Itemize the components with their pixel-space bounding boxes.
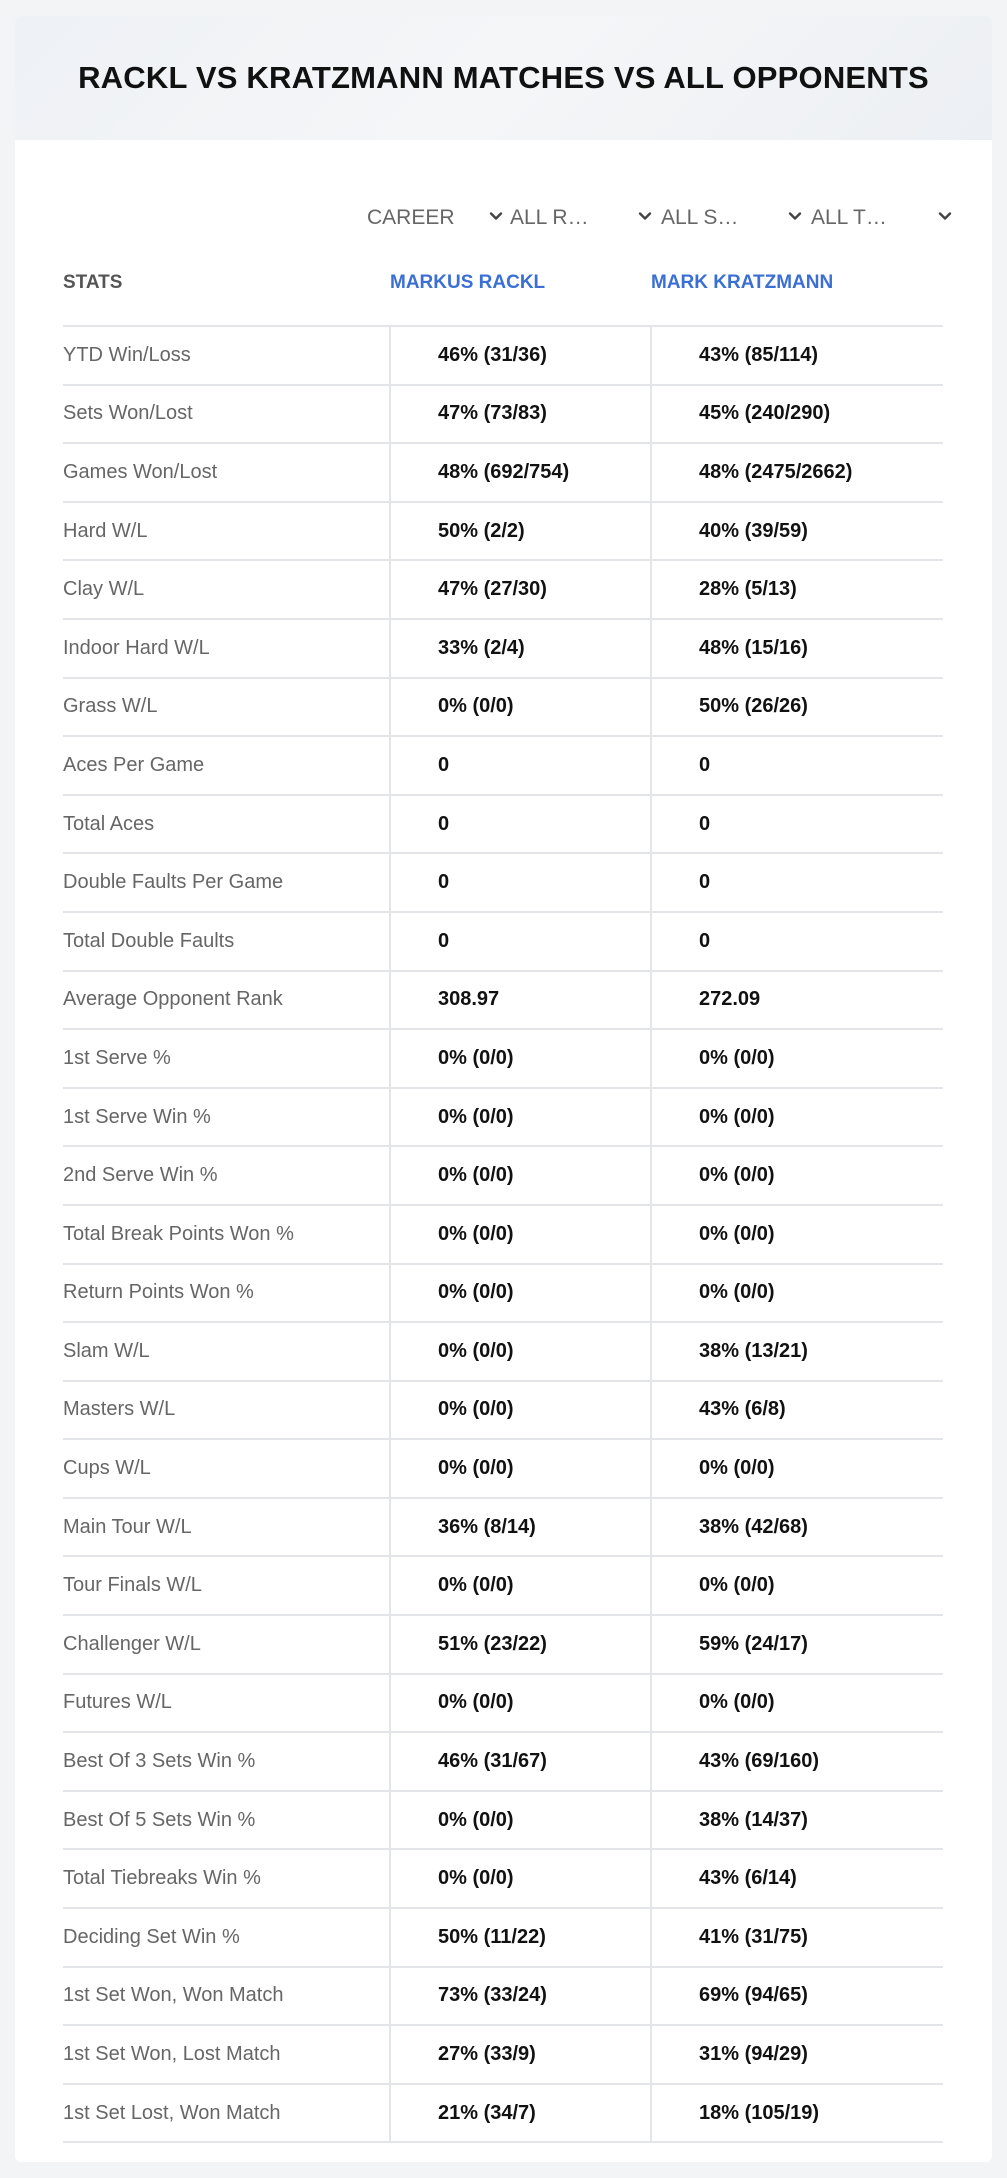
table-row [63,1675,943,1734]
player2-value: 38% (13/21) [650,1323,943,1380]
player2-value: 43% (69/160) [650,1733,943,1790]
table-row [63,1850,943,1909]
stat-label: Best Of 3 Sets Win % [63,1750,256,1773]
player1-value: 46% (31/67) [389,1733,650,1790]
stat-label: 1st Set Won, Lost Match [63,2043,281,2066]
table-row [63,620,943,679]
filter-bar [15,188,992,248]
player2-link[interactable]: MARK KRATZMANN [651,272,834,293]
stat-label: Best Of 5 Sets Win % [63,1808,256,1831]
player2-value: 0% (0/0) [650,1675,943,1732]
table-row [63,1440,943,1499]
chevron-down-icon [488,208,504,224]
filter-period-value: CAREER [367,206,455,229]
player1-value: 0% (0/0) [389,1206,650,1263]
table-row [63,972,943,1031]
player1-value: 51% (23/22) [389,1616,650,1673]
stat-label: Slam W/L [63,1339,150,1362]
filter-surface-value: ALL S… [661,206,739,229]
table-row [63,1733,943,1792]
player2-value: 50% (26/26) [650,679,943,736]
chevron-down-icon [937,208,953,224]
table-header [63,254,943,327]
player1-value: 50% (11/22) [389,1909,650,1966]
player2-value: 0% (0/0) [650,1206,943,1263]
player2-value: 48% (2475/2662) [650,444,943,501]
stat-label: 1st Set Lost, Won Match [63,2101,281,2124]
player1-value: 0 [389,796,650,853]
player1-value: 0% (0/0) [389,1675,650,1732]
chevron-down-icon [637,208,653,224]
filter-round[interactable] [510,188,653,248]
stat-label: Games Won/Lost [63,460,218,483]
stat-label: Main Tour W/L [63,1515,192,1538]
filter-surface[interactable] [661,188,803,248]
table-row [63,1382,943,1441]
stat-label: Total Aces [63,812,155,835]
stat-label: 1st Set Won, Won Match [63,1984,284,2007]
table-row [63,561,943,620]
player2-value: 48% (15/16) [650,620,943,677]
player1-value: 0% (0/0) [389,1147,650,1204]
player2-value: 41% (31/75) [650,1909,943,1966]
player2-value: 0 [650,854,943,911]
table-row [63,444,943,503]
player1-value: 308.97 [389,972,650,1029]
table-row [63,503,943,562]
stat-label: Aces Per Game [63,753,205,776]
player1-value: 36% (8/14) [389,1499,650,1556]
table-row [63,737,943,796]
player2-value: 0 [650,796,943,853]
table-row [63,679,943,738]
stat-label: Masters W/L [63,1398,176,1421]
stat-label: Futures W/L [63,1691,172,1714]
player1-value: 73% (33/24) [389,1968,650,2025]
filter-round-value: ALL R… [510,206,589,229]
card-header [15,16,992,140]
stat-label: Total Double Faults [63,929,235,952]
table-row [63,854,943,913]
chevron-down-icon [787,208,803,224]
stat-label: YTD Win/Loss [63,343,191,366]
table-row [63,2085,943,2144]
stat-label: Tour Finals W/L [63,1574,202,1597]
player1-value: 0% (0/0) [389,679,650,736]
stat-label: Challenger W/L [63,1632,201,1655]
player2-value: 40% (39/59) [650,503,943,560]
stats-card [15,16,992,2162]
table-row [63,386,943,445]
player1-value: 47% (27/30) [389,561,650,618]
table-row [63,1557,943,1616]
player2-value: 0% (0/0) [650,1440,943,1497]
table-row [63,1147,943,1206]
player2-value: 0% (0/0) [650,1030,943,1087]
table-row [63,1909,943,1968]
player2-value: 43% (85/114) [650,327,943,384]
player2-value: 31% (94/29) [650,2026,943,2083]
stat-label: Grass W/L [63,695,158,718]
stat-label: Deciding Set Win % [63,1925,240,1948]
table-row [63,913,943,972]
table-row [63,1616,943,1675]
player2-value: 0% (0/0) [650,1089,943,1146]
player2-value: 18% (105/19) [650,2085,943,2142]
player1-value: 46% (31/36) [389,327,650,384]
player2-value: 43% (6/8) [650,1382,943,1439]
stat-label: 1st Serve % [63,1046,171,1069]
stat-label: Indoor Hard W/L [63,636,210,659]
player1-value: 47% (73/83) [389,386,650,443]
player2-value: 38% (14/37) [650,1792,943,1849]
player1-value: 0% (0/0) [389,1850,650,1907]
table-row [63,796,943,855]
player2-value: 0 [650,913,943,970]
stats-table [63,254,943,2143]
player2-value: 43% (6/14) [650,1850,943,1907]
player1-value: 21% (34/7) [389,2085,650,2142]
player1-value: 0% (0/0) [389,1323,650,1380]
stat-label: Sets Won/Lost [63,402,193,425]
filter-tournament[interactable] [811,188,953,248]
stat-label: 2nd Serve Win % [63,1164,218,1187]
player1-link[interactable]: MARKUS RACKL [390,272,546,293]
player1-value: 0% (0/0) [389,1030,650,1087]
stat-label: 1st Serve Win % [63,1105,211,1128]
player1-value: 0% (0/0) [389,1382,650,1439]
player2-value: 69% (94/65) [650,1968,943,2025]
player2-value: 0% (0/0) [650,1557,943,1614]
player1-value: 0 [389,913,650,970]
stat-label: Return Points Won % [63,1281,254,1304]
player1-value: 27% (33/9) [389,2026,650,2083]
table-row [63,327,943,386]
player1-value: 33% (2/4) [389,620,650,677]
stat-label: Clay W/L [63,578,145,601]
stat-label: Hard W/L [63,519,148,542]
stat-label: Cups W/L [63,1457,151,1480]
player1-value: 50% (2/2) [389,503,650,560]
page-title: RACKL VS KRATZMANN MATCHES VS ALL OPPONENTS [78,60,929,95]
stat-label: Total Break Points Won % [63,1222,294,1245]
column-header-stats: STATS [63,272,123,293]
player1-value: 0% (0/0) [389,1089,650,1146]
table-row [63,2026,943,2085]
player1-value: 0% (0/0) [389,1440,650,1497]
player1-value: 0 [389,737,650,794]
table-body [63,327,943,2143]
player1-value: 0 [389,854,650,911]
player2-value: 0% (0/0) [650,1265,943,1322]
table-row [63,1499,943,1558]
player2-value: 38% (42/68) [650,1499,943,1556]
player2-value: 28% (5/13) [650,561,943,618]
player1-value: 0% (0/0) [389,1557,650,1614]
player1-value: 0% (0/0) [389,1265,650,1322]
table-row [63,1792,943,1851]
table-row [63,1968,943,2027]
player2-value: 59% (24/17) [650,1616,943,1673]
player1-value: 0% (0/0) [389,1792,650,1849]
table-row [63,1206,943,1265]
stat-label: Total Tiebreaks Win % [63,1867,261,1890]
player1-value: 48% (692/754) [389,444,650,501]
table-row [63,1323,943,1382]
stat-label: Average Opponent Rank [63,988,283,1011]
stat-label: Double Faults Per Game [63,871,284,894]
filter-period[interactable] [367,188,504,248]
table-row [63,1089,943,1148]
player2-value: 272.09 [650,972,943,1029]
table-row [63,1265,943,1324]
player2-value: 0% (0/0) [650,1147,943,1204]
player2-value: 45% (240/290) [650,386,943,443]
table-row [63,1030,943,1089]
filter-tournament-value: ALL T… [811,206,887,229]
player2-value: 0 [650,737,943,794]
